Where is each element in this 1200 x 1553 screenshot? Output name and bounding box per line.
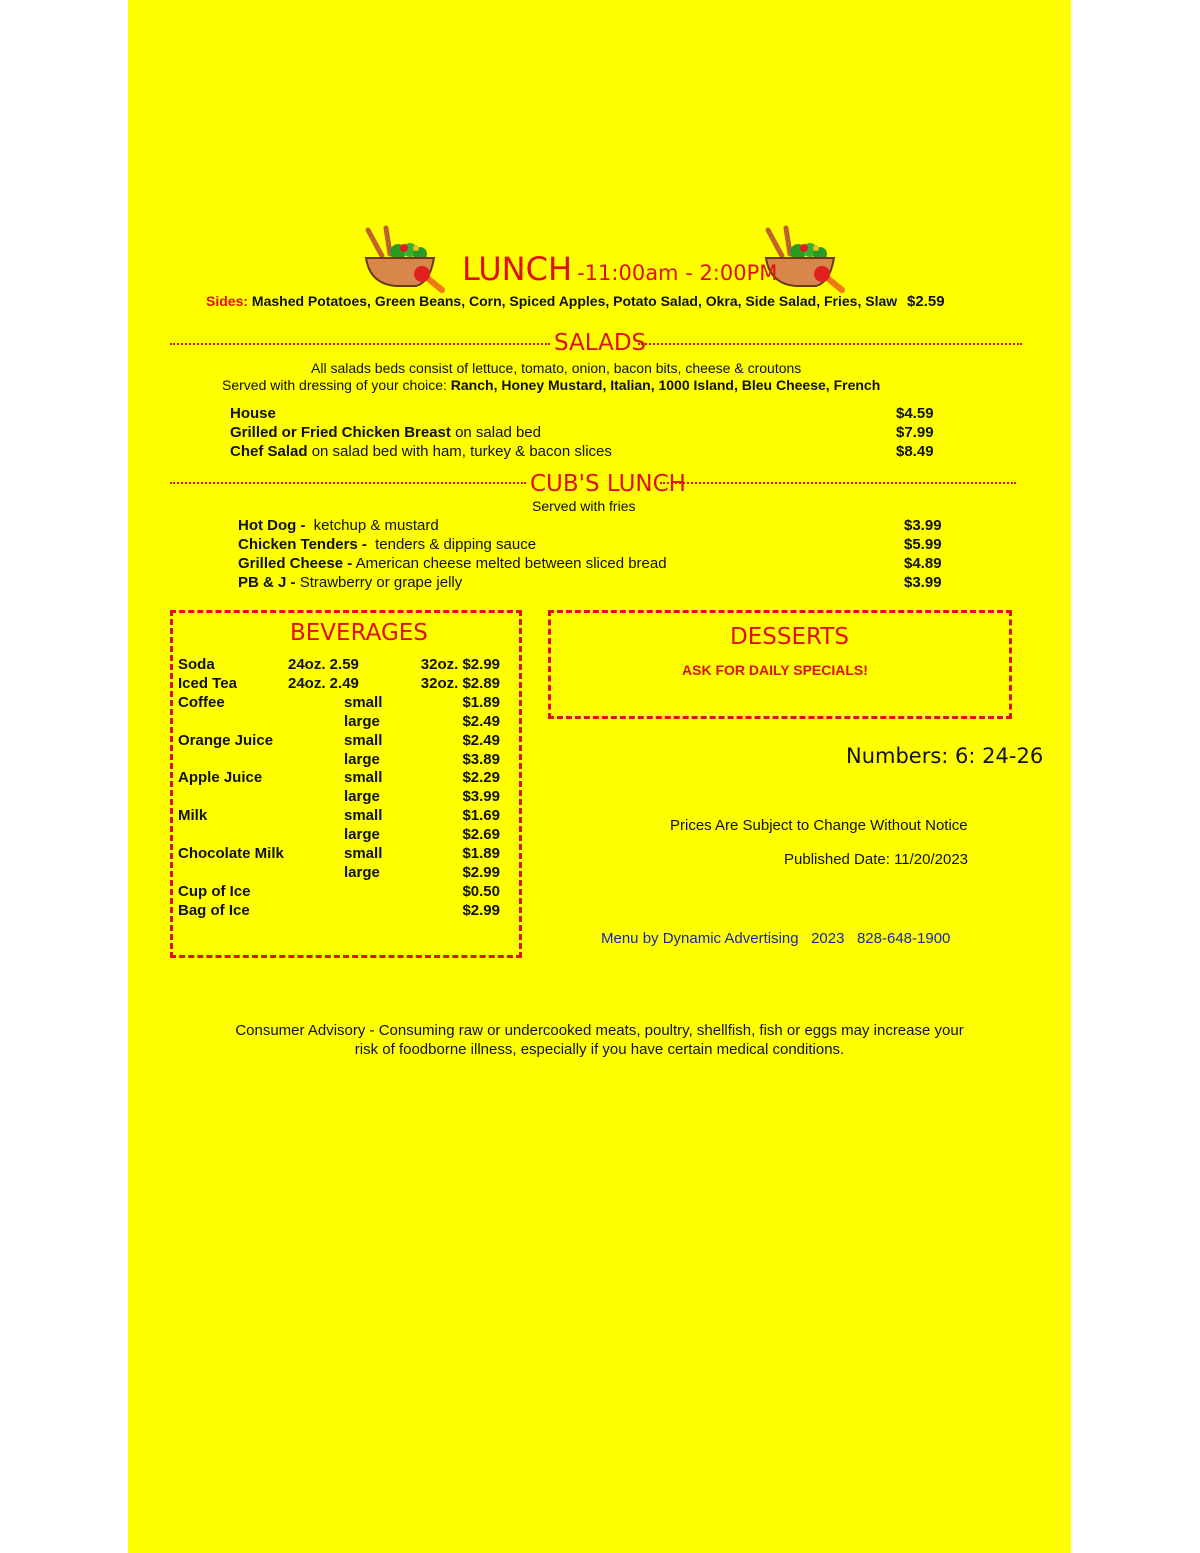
lunch-hours: -11:00am - 2:00PM <box>577 261 778 285</box>
cubs-divider-right <box>660 482 1016 484</box>
beverage-name: Orange Juice <box>178 732 274 749</box>
beverage-price: $2.49 <box>462 732 500 749</box>
cubs-heading: CUB'S LUNCH <box>530 471 686 497</box>
salads-desc2 <box>222 377 880 393</box>
cubs-item-name: Hot Dog - <box>238 517 306 534</box>
beverage-price: $2.69 <box>462 826 500 843</box>
advisory-line-1: Consumer Advisory - Consuming raw or undercooked meats, poultry, shellfish, fish or eggs may increase your <box>235 1022 964 1039</box>
beverage-price: $2.29 <box>462 769 500 786</box>
cubs-item-name: PB & J - <box>238 574 296 591</box>
beverage-price: $2.99 <box>462 864 500 881</box>
salads-divider-left <box>170 343 550 345</box>
beverage-name: Bag of Ice <box>178 902 250 919</box>
beverage-price: $2.49 <box>462 713 500 730</box>
beverage-name: Cup of Ice <box>178 883 251 900</box>
cubs-item <box>238 554 667 573</box>
sides-label: Sides: <box>206 293 249 309</box>
cubs-divider-left <box>170 482 526 484</box>
beverage-price: $1.69 <box>462 807 500 824</box>
menu-page <box>128 0 1071 1553</box>
credit-line: Menu by Dynamic Advertising 2023 828-648-1900 <box>601 930 951 947</box>
sides-line <box>206 293 945 310</box>
beverages-heading: BEVERAGES <box>290 620 428 646</box>
beverage-size: 24oz. 2.59 <box>288 656 359 673</box>
salads-divider-right <box>638 343 1022 345</box>
salads-desc2-prefix: Served with dressing of your choice: <box>222 377 447 393</box>
beverage-size: large <box>344 826 380 843</box>
cubs-item-desc: ketchup & mustard <box>313 517 439 534</box>
cubs-item <box>238 516 439 535</box>
salad-item-name: House <box>230 405 276 422</box>
desserts-note: ASK FOR DAILY SPECIALS! <box>682 662 868 678</box>
cubs-item <box>238 573 462 592</box>
salad-item-price: $7.99 <box>896 424 934 441</box>
salad-item-name: Chef Salad <box>230 443 308 460</box>
beverage-size: small <box>344 845 383 862</box>
lunch-word: LUNCH <box>462 250 572 288</box>
salad-item-name: Grilled or Fried Chicken Breast <box>230 424 451 441</box>
salads-heading: SALADS <box>554 330 647 356</box>
beverage-name: Coffee <box>178 694 225 711</box>
beverage-name: Apple Juice <box>178 769 263 786</box>
beverage-price: 32oz. $2.89 <box>420 675 500 692</box>
beverage-size: small <box>344 807 383 824</box>
cubs-item-name: Grilled Cheese - <box>238 555 353 572</box>
beverage-name: Chocolate Milk <box>178 845 284 862</box>
beverage-price: $0.50 <box>462 883 500 900</box>
advisory-line-2: risk of foodborne illness, especially if you have certain medical conditions. <box>354 1041 845 1058</box>
beverage-size: large <box>344 788 380 805</box>
consumer-advisory <box>128 1021 1071 1059</box>
cubs-subheading: Served with fries <box>532 498 636 514</box>
beverage-name: Soda <box>178 656 215 673</box>
cubs-item-price: $3.99 <box>904 517 942 534</box>
lunch-title <box>462 250 777 288</box>
beverage-size: small <box>344 769 383 786</box>
beverage-price: $2.99 <box>462 902 500 919</box>
cubs-item-desc: American cheese melted between sliced bread <box>355 555 667 572</box>
desserts-heading: DESSERTS <box>730 624 849 650</box>
beverage-name: Milk <box>178 807 208 824</box>
beverage-price: $3.89 <box>462 751 500 768</box>
sides-items: Mashed Potatoes, Green Beans, Corn, Spiced Apples, Potato Salad, Okra, Side Salad, Fries, Slaw <box>251 293 898 309</box>
salad-item <box>230 423 541 442</box>
cubs-item-desc: tenders & dipping sauce <box>375 536 537 553</box>
beverage-price: 32oz. $2.99 <box>420 656 500 673</box>
salad-item-price: $8.49 <box>896 443 934 460</box>
beverage-name: Iced Tea <box>178 675 237 692</box>
prices-notice: Prices Are Subject to Change Without Notice <box>670 817 968 834</box>
salad-item-price: $4.59 <box>896 405 934 422</box>
beverage-price: $1.89 <box>462 694 500 711</box>
beverage-size: small <box>344 732 383 749</box>
beverage-size: 24oz. 2.49 <box>288 675 359 692</box>
beverage-price: $3.99 <box>462 788 500 805</box>
beverage-size: large <box>344 864 380 881</box>
salad-item-desc: on salad bed with ham, turkey & bacon slices <box>311 443 612 460</box>
salad-item-desc: on salad bed <box>455 424 541 441</box>
cubs-item-price: $4.89 <box>904 555 942 572</box>
salads-dressings: Ranch, Honey Mustard, Italian, 1000 Island, Bleu Cheese, French <box>450 377 881 393</box>
cubs-item-price: $3.99 <box>904 574 942 591</box>
salad-bowl-icon <box>360 224 450 294</box>
numbers-label: Numbers: 6: 24-26 <box>846 744 1044 768</box>
beverage-size: large <box>344 751 380 768</box>
salads-desc1: All salads beds consist of lettuce, tomato, onion, bacon bits, cheese & croutons <box>311 360 802 376</box>
sides-price: $2.59 <box>907 293 945 310</box>
salad-item <box>230 442 612 461</box>
published-date: Published Date: 11/20/2023 <box>784 851 969 868</box>
beverage-price: $1.89 <box>462 845 500 862</box>
cubs-item-price: $5.99 <box>904 536 942 553</box>
cubs-item-name: Chicken Tenders - <box>238 536 367 553</box>
beverage-size: small <box>344 694 383 711</box>
cubs-item-desc: Strawberry or grape jelly <box>299 574 463 591</box>
cubs-item <box>238 535 536 554</box>
beverage-size: large <box>344 713 380 730</box>
salad-item <box>230 404 276 423</box>
